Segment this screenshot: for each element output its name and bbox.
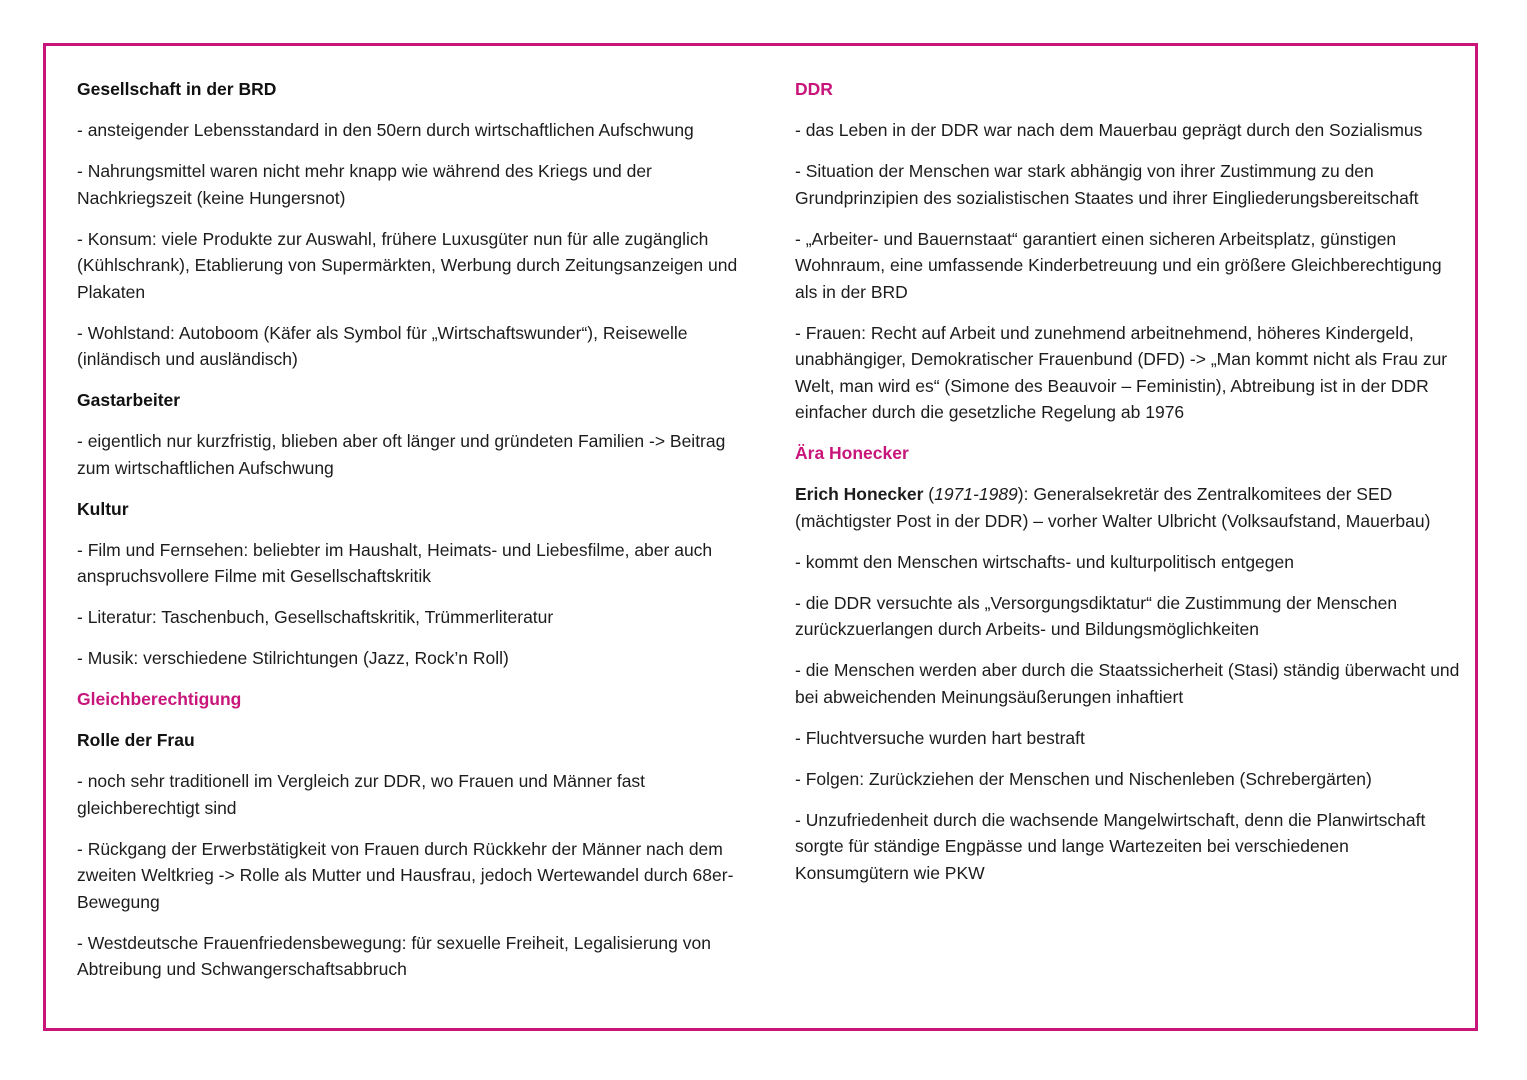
paragraph: - Folgen: Zurückziehen der Menschen und Nischenleben (Schrebergärten): [795, 768, 1372, 789]
paragraph-erich-honecker: [795, 481, 1460, 534]
paragraph: - die DDR versuchte als „Versorgungsdiktatur“ die Zustimmung der Menschen zurückzuerlangen durch Arbeits- und Bildungsmöglichkeiten: [795, 592, 1398, 639]
erich-honecker-name: Erich Honecker: [795, 484, 924, 504]
heading-gesellschaft-brd: Gesellschaft in der BRD: [77, 79, 277, 99]
paragraph: - Unzufriedenheit durch die wachsende Mangelwirtschaft, denn die Planwirtschaft sorgte für ständige Engpässe und lange Wartezeiten bei verschiedenen Konsumgütern wie PKW: [795, 809, 1426, 883]
paragraph: - Literatur: Taschenbuch, Gesellschaftskritik, Trümmerliteratur: [77, 607, 554, 627]
paragraph: - Musik: verschiedene Stilrichtungen (Jazz, Rock’n Roll): [77, 648, 509, 668]
paragraph: - kommt den Menschen wirtschafts- und kulturpolitisch entgegen: [795, 551, 1294, 572]
erich-honecker-years: 1971-1989: [934, 484, 1018, 504]
heading-gastarbeiter: Gastarbeiter: [77, 390, 181, 410]
paragraph: - die Menschen werden aber durch die Staatssicherheit (Stasi) ständig überwacht und bei abweichenden Meinungsäußerungen inhaftiert: [795, 660, 1460, 707]
paragraph: - Nahrungsmittel waren nicht mehr knapp wie während des Kriegs und der Nachkriegszeit (keine Hungersnot): [77, 161, 652, 208]
paragraph: - Westdeutsche Frauenfriedensbewegung: für sexuelle Freiheit, Legalisierung von Abtreibung und Schwangerschaftsabbruch: [77, 932, 711, 979]
paragraph: - ansteigender Lebensstandard in den 50ern durch wirtschaftlichen Aufschwung: [77, 120, 694, 140]
erich-open-paren: (: [923, 484, 935, 504]
paragraph: - Frauen: Recht auf Arbeit und zunehmend arbeitnehmend, höheres Kindergeld, unabhängiger, Demokratischer Frauenbund (DFD) -> „Man kommt nicht als Frau zur Welt, man wird es“ (Simone des Beauvoir – Feministin), Abtreibung ist in der DDR einfacher durch die gesetzliche Regelung ab 1976: [795, 322, 1448, 422]
left-column: [77, 76, 757, 997]
paragraph: - eigentlich nur kurzfristig, blieben aber oft länger und gründeten Familien -> Beitrag zum wirtschaftlichen Aufschwung: [77, 431, 726, 478]
heading-gleichberechtigung: Gleichberechtigung: [77, 689, 242, 709]
paragraph: - „Arbeiter- und Bauernstaat“ garantiert einen sicheren Arbeitsplatz, günstigen Wohnraum, eine umfassende Kinderbetreuung und ein größere Gleichberechtigung als in der BRD: [795, 228, 1442, 302]
paragraph: - Rückgang der Erwerbstätigkeit von Frauen durch Rückkehr der Männer nach dem zweiten Weltkrieg -> Rolle als Mutter und Hausfrau, jedoch Wertewandel durch 68er-Bewegung: [77, 838, 734, 912]
heading-kultur: Kultur: [77, 498, 129, 519]
heading-aera-honecker: Ära Honecker: [795, 443, 909, 463]
paragraph: - Konsum: viele Produkte zur Auswahl, frühere Luxusgüter nun für alle zugänglich (Kühlschrank), Etablierung von Supermärkten, Werbung durch Zeitungsanzeigen und Plakaten: [77, 228, 738, 302]
paragraph: - Film und Fernsehen: beliebter im Haushalt, Heimats- und Liebesfilme, aber auch anspruchsvollere Filme mit Gesellschaftskritik: [77, 539, 713, 586]
heading-ddr: DDR: [795, 79, 833, 99]
right-column: [795, 76, 1460, 901]
paragraph: - Situation der Menschen war stark abhängig von ihrer Zustimmung zu den Grundprinzipien des sozialistischen Staates und ihrer Eingliederungsbereitschaft: [795, 161, 1419, 208]
paragraph: - noch sehr traditionell im Vergleich zur DDR, wo Frauen und Männer fast gleichberechtigt sind: [77, 771, 646, 818]
heading-rolle-der-frau: Rolle der Frau: [77, 730, 195, 750]
paragraph: - Fluchtversuche wurden hart bestraft: [795, 727, 1085, 748]
erich-honecker-description: ): Generalsekretär des Zentralkomitees der SED (mächtigster Post in der DDR) – vorher Walter Ulbricht (Volksaufstand, Mauerbau): [795, 484, 1431, 531]
paragraph: - das Leben in der DDR war nach dem Mauerbau geprägt durch den Sozialismus: [795, 120, 1423, 140]
paragraph: - Wohlstand: Autoboom (Käfer als Symbol für „Wirtschaftswunder“), Reisewelle (inländisch und ausländisch): [77, 322, 688, 369]
